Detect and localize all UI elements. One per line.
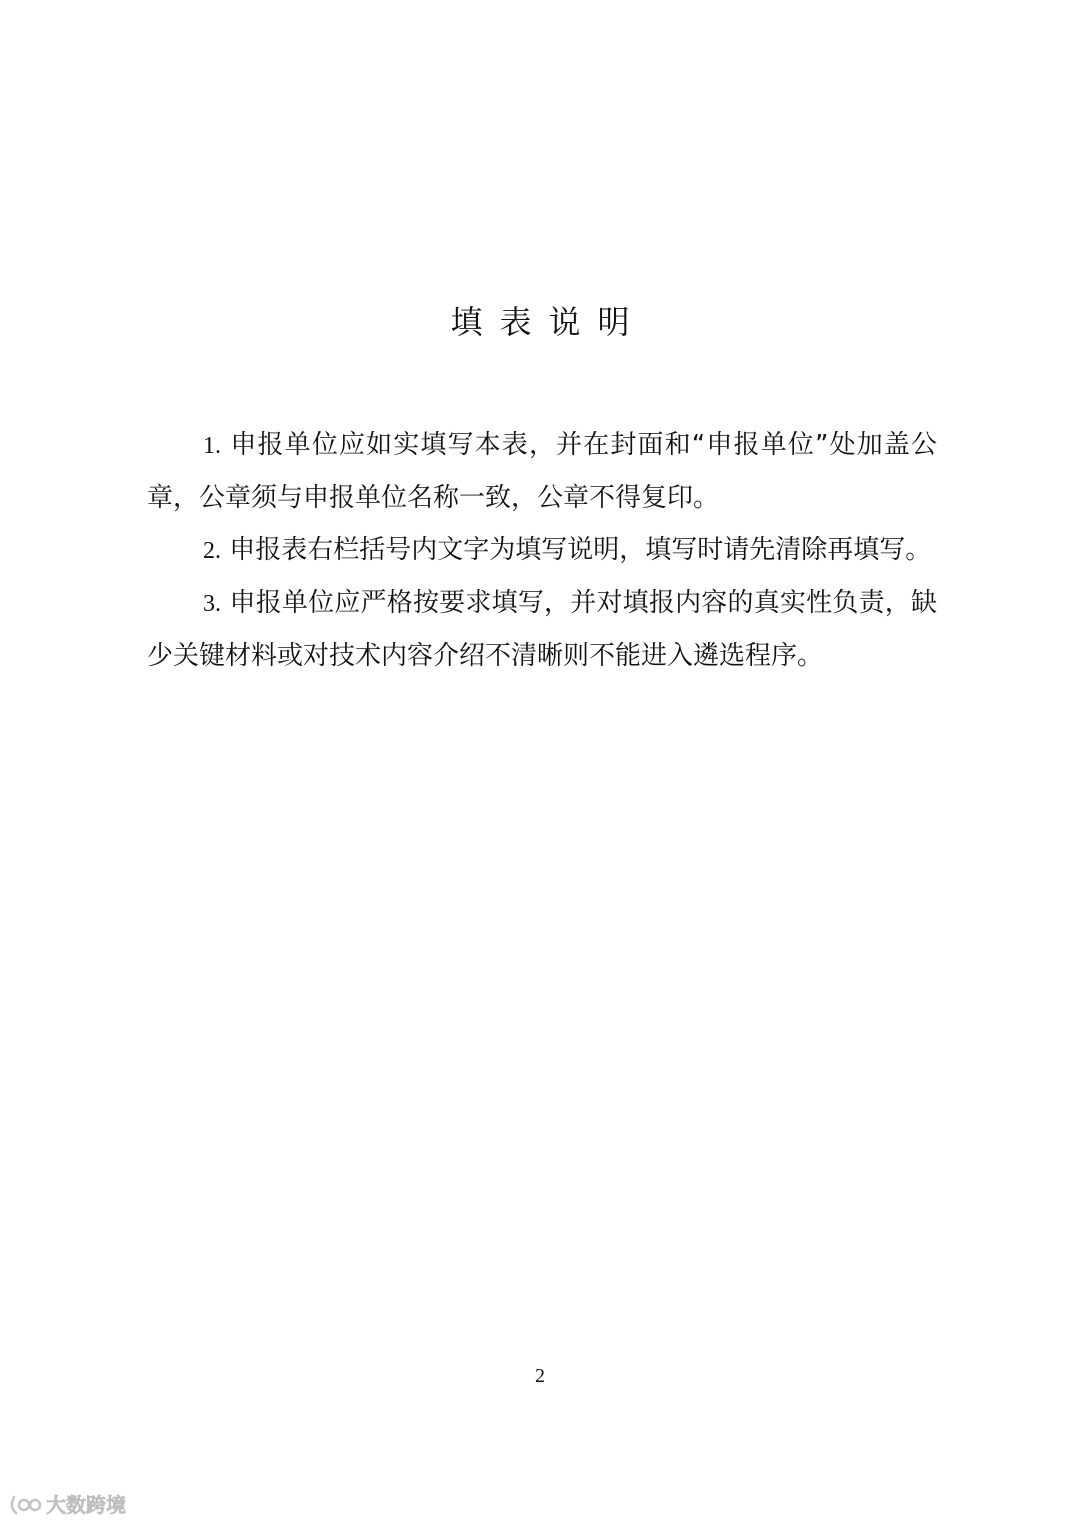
- watermark: [10, 1491, 126, 1519]
- item-text: 申报表右栏括号内文字为填写说明，填写时请先清除再填写。: [229, 535, 932, 565]
- instruction-item-3: [147, 577, 937, 682]
- item-number: 2.: [203, 538, 221, 564]
- instruction-item-1: [147, 419, 937, 524]
- item-number: 1.: [203, 433, 221, 459]
- item-text: 申报单位应严格按要求填写，并对填报内容的真实性负责，缺少关键材料或对技术内容介绍不清晰则不能进入遴选程序。: [147, 588, 937, 671]
- watermark-text: 大数跨境: [46, 1493, 126, 1517]
- page-title: 填表说明: [450, 303, 647, 341]
- item-text: 申报单位应如实填写本表，并在封面和“申报单位”处加盖公章，公章须与申报单位名称一致，公章不得复印。: [147, 430, 937, 513]
- instruction-item-2: [147, 524, 937, 577]
- brand-logo-icon: [10, 1493, 42, 1517]
- item-number: 3.: [203, 591, 221, 617]
- page-number: 2: [535, 1365, 545, 1387]
- instructions-body: [147, 419, 937, 682]
